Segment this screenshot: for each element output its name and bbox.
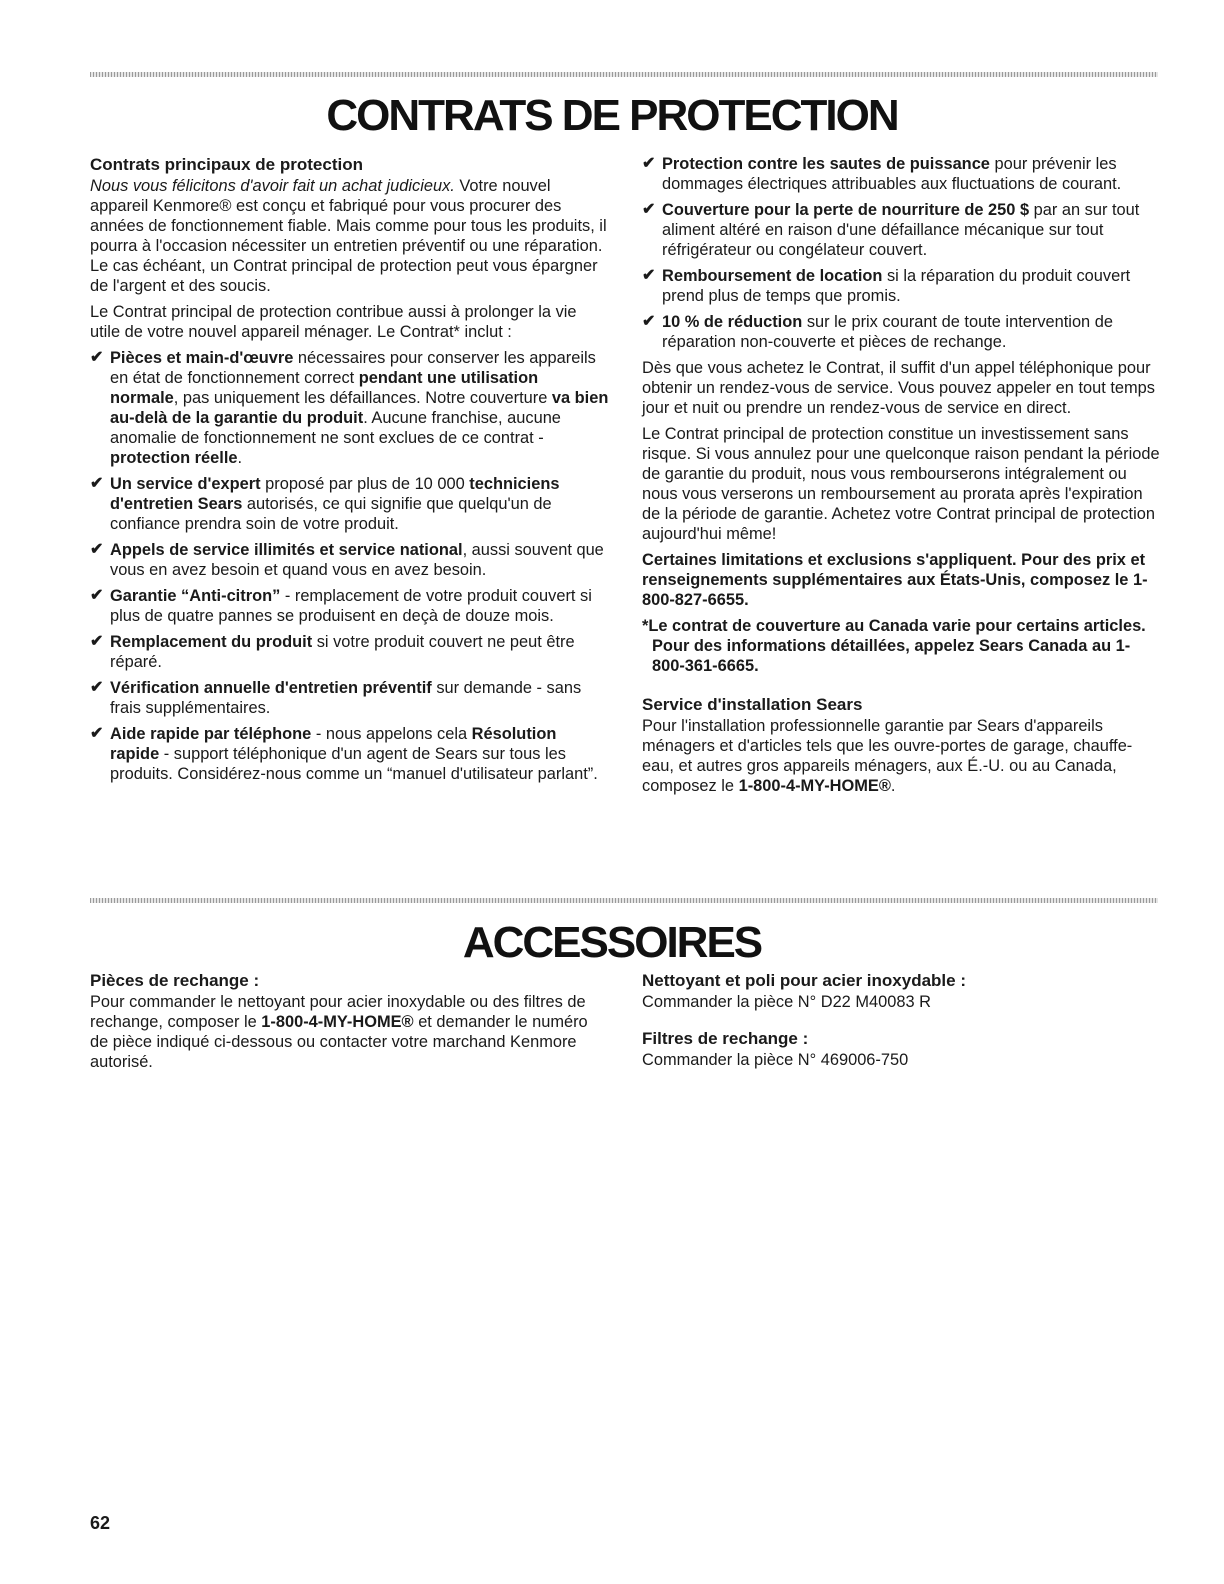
filters-heading: Filtres de rechange :: [642, 1029, 809, 1048]
right-bullet-list: [642, 154, 1162, 352]
install-heading: Service d'installation Sears: [642, 695, 863, 714]
left-bullet-2: [90, 474, 610, 534]
checkmark-icon: ✔: [90, 725, 104, 742]
right-bullet-4: [642, 312, 1162, 352]
middle-divider: [90, 898, 1158, 903]
bullet-emphasis: va bien au-delà de la garantie du produit: [110, 389, 609, 427]
parts-heading: Pièces de rechange :: [90, 971, 260, 990]
right-bullet-3: [642, 266, 1162, 306]
bullet-text: - support téléphonique d'un agent de Sears sur tous les produits. Considérez-nous comme un “manuel d'utilisateur parlant”.: [110, 745, 598, 783]
contracts-right-para1: Dès que vous achetez le Contrat, il suffit d'un appel téléphonique pour obtenir un rendez-vous de service. Vous pouvez appeler en tout temps jour et nuit ou prendre un rendez-vous de service en direct.: [642, 359, 1155, 417]
intro-text: Votre nouvel appareil Kenmore® est conçu et fabriqué pour vous procurer des années de fonctionnement fiable. Mais comme pour tous les produits, il pourra à l'occasion nécessiter un entretien préventif ou une réparation. Le cas échéant, un Contrat principal de protection peut vous épargner de l'argent et des soucis.: [90, 177, 607, 295]
left-bullet-7: [90, 724, 610, 784]
bullet-text: , aussi souvent que vous en avez besoin et quand vous en avez besoin.: [110, 541, 604, 579]
checkmark-icon: ✔: [642, 313, 656, 330]
bullet-text: , pas uniquement les défaillances. Notre couverture: [173, 389, 552, 407]
bullet-text: sur demande - sans frais supplémentaires.: [110, 679, 582, 717]
left-bullet-4: [90, 586, 610, 626]
bullet-emphasis: techniciens d'entretien Sears: [110, 475, 560, 513]
checkmark-icon: ✔: [90, 633, 104, 650]
limitations-text: Certaines limitations et exclusions s'appliquent. Pour des prix et renseignements supplémentaires aux États-Unis, composez le 1-800-827-6655.: [642, 551, 1148, 609]
contracts-left-column: [90, 154, 610, 790]
bullet-emphasis: Appels de service illimités et service national: [110, 541, 463, 559]
bullet-emphasis: Vérification annuelle d'entretien préventif: [110, 679, 432, 697]
right-bullet-1: [642, 154, 1162, 194]
accessories-left-column: [90, 970, 610, 1078]
left-bullet-3: [90, 540, 610, 580]
bullet-emphasis: Couverture pour la perte de nourriture de 250 $: [662, 201, 1030, 219]
bullet-emphasis: Pièces et main-d'œuvre: [110, 349, 294, 367]
checkmark-icon: ✔: [90, 475, 104, 492]
cleaner-heading: Nettoyant et poli pour acier inoxydable :: [642, 971, 966, 990]
checkmark-icon: ✔: [90, 587, 104, 604]
left-bullet-6: [90, 678, 610, 718]
bullet-text: si la réparation du produit couvert prend plus de temps que promis.: [662, 267, 1131, 305]
bullet-text: - remplacement de votre produit couvert si plus de quatre pannes se produisent en deçà de douze mois.: [110, 587, 592, 625]
bullet-text: si votre produit couvert ne peut être réparé.: [110, 633, 575, 671]
bullet-text: . Aucune franchise, aucune anomalie de fonctionnement ne sont exclues de ce contrat -: [110, 409, 561, 447]
install-text-body: Pour l'installation professionnelle garantie par Sears d'appareils ménagers et d'articles tels que les ouvre-portes de garage, chauffe-eau, et autres gros appareils ménagers, aux É.-U. ou au Canada, composez le: [642, 717, 1133, 795]
left-bullet-list: [90, 348, 610, 784]
bullet-emphasis: Remboursement de location: [662, 267, 883, 285]
cleaner-text: Commander la pièce N° D22 M40083 R: [642, 993, 931, 1011]
checkmark-icon: ✔: [642, 201, 656, 218]
bullet-text: nécessaires pour conserver les appareils en état de fonctionnement correct: [110, 349, 596, 387]
bullet-emphasis: Un service d'expert: [110, 475, 261, 493]
contracts-intro: [90, 176, 610, 296]
checkmark-icon: ✔: [642, 155, 656, 172]
bullet-text: pour prévenir les dommages électriques attribuables aux fluctuations de courant.: [662, 155, 1122, 193]
bullet-text: .: [237, 449, 243, 467]
parts-text-before: Pour commander le nettoyant pour acier inoxydable ou des filtres de rechange, composer le: [90, 993, 586, 1031]
checkmark-icon: ✔: [90, 679, 104, 696]
left-bullet-1: [90, 348, 610, 468]
contracts-right-column: [642, 154, 1162, 802]
bullet-emphasis: Aide rapide par téléphone: [110, 725, 312, 743]
parts-phone: 1-800-4-MY-HOME®: [261, 1013, 414, 1031]
bullet-emphasis: Garantie “Anti-citron”: [110, 587, 281, 605]
contracts-para2: Le Contrat principal de protection contribue aussi à prolonger la vie utile de votre nouvel appareil ménager. Le Contrat* inclut :: [90, 303, 577, 341]
contracts-right-para2: Le Contrat principal de protection constitue un investissement sans risque. Si vous annulez pour une quelconque raison pendant la période de garantie du produit, nous vous rembourserons intégralement ou nous vous verserons un remboursement au prorata après l'expiration de la période de garantie. Achetez votre Contrat principal de protection aujourd'hui même!: [642, 425, 1160, 543]
checkmark-icon: ✔: [642, 267, 656, 284]
bullet-emphasis: 10 % de réduction: [662, 313, 803, 331]
bullet-text: - nous appelons cela: [311, 725, 472, 743]
top-divider: [90, 72, 1158, 77]
page-number: 62: [90, 1513, 111, 1533]
contracts-heading: Contrats principaux de protection: [90, 155, 363, 174]
contracts-title: CONTRATS DE PROTECTION: [326, 91, 898, 140]
install-text: [642, 716, 1162, 796]
left-bullet-5: [90, 632, 610, 672]
parts-text-after: et demander le numéro de pièce indiqué ci-dessous ou contacter votre marchand Kenmore autorisé.: [90, 1013, 588, 1071]
bullet-text: autorisés, ce qui signifie que quelqu'un de confiance prendra soin de votre produit.: [110, 495, 552, 533]
install-end: .: [890, 777, 896, 795]
intro-italic: Nous vous félicitons d'avoir fait un achat judicieux.: [90, 177, 455, 195]
parts-text: [90, 992, 610, 1072]
bullet-emphasis: pendant une utilisation normale: [110, 369, 539, 407]
bullet-text: proposé par plus de 10 000: [260, 475, 470, 493]
checkmark-icon: ✔: [90, 349, 104, 366]
bullet-emphasis: protection réelle: [110, 449, 238, 467]
install-phone: 1-800-4-MY-HOME®: [738, 777, 891, 795]
filters-text: Commander la pièce N° 469006-750: [642, 1051, 909, 1069]
canada-note: *Le contrat de couverture au Canada varie pour certains articles. Pour des informations détaillées, appelez Sears Canada au 1-800-361-6665.: [642, 617, 1146, 675]
accessories-right-column: [642, 970, 1162, 1076]
accessories-title: ACCESSOIRES: [462, 918, 762, 967]
bullet-text: sur le prix courant de toute intervention de réparation non-couverte et pièces de rechange.: [662, 313, 1113, 351]
bullet-text: par an sur tout aliment altéré en raison d'une défaillance mécanique sur tout réfrigérateur ou congélateur couvert.: [662, 201, 1140, 259]
bullet-emphasis: Résolution rapide: [110, 725, 557, 763]
right-bullet-2: [642, 200, 1162, 260]
bullet-emphasis: Remplacement du produit: [110, 633, 313, 651]
bullet-emphasis: Protection contre les sautes de puissance: [662, 155, 990, 173]
checkmark-icon: ✔: [90, 541, 104, 558]
